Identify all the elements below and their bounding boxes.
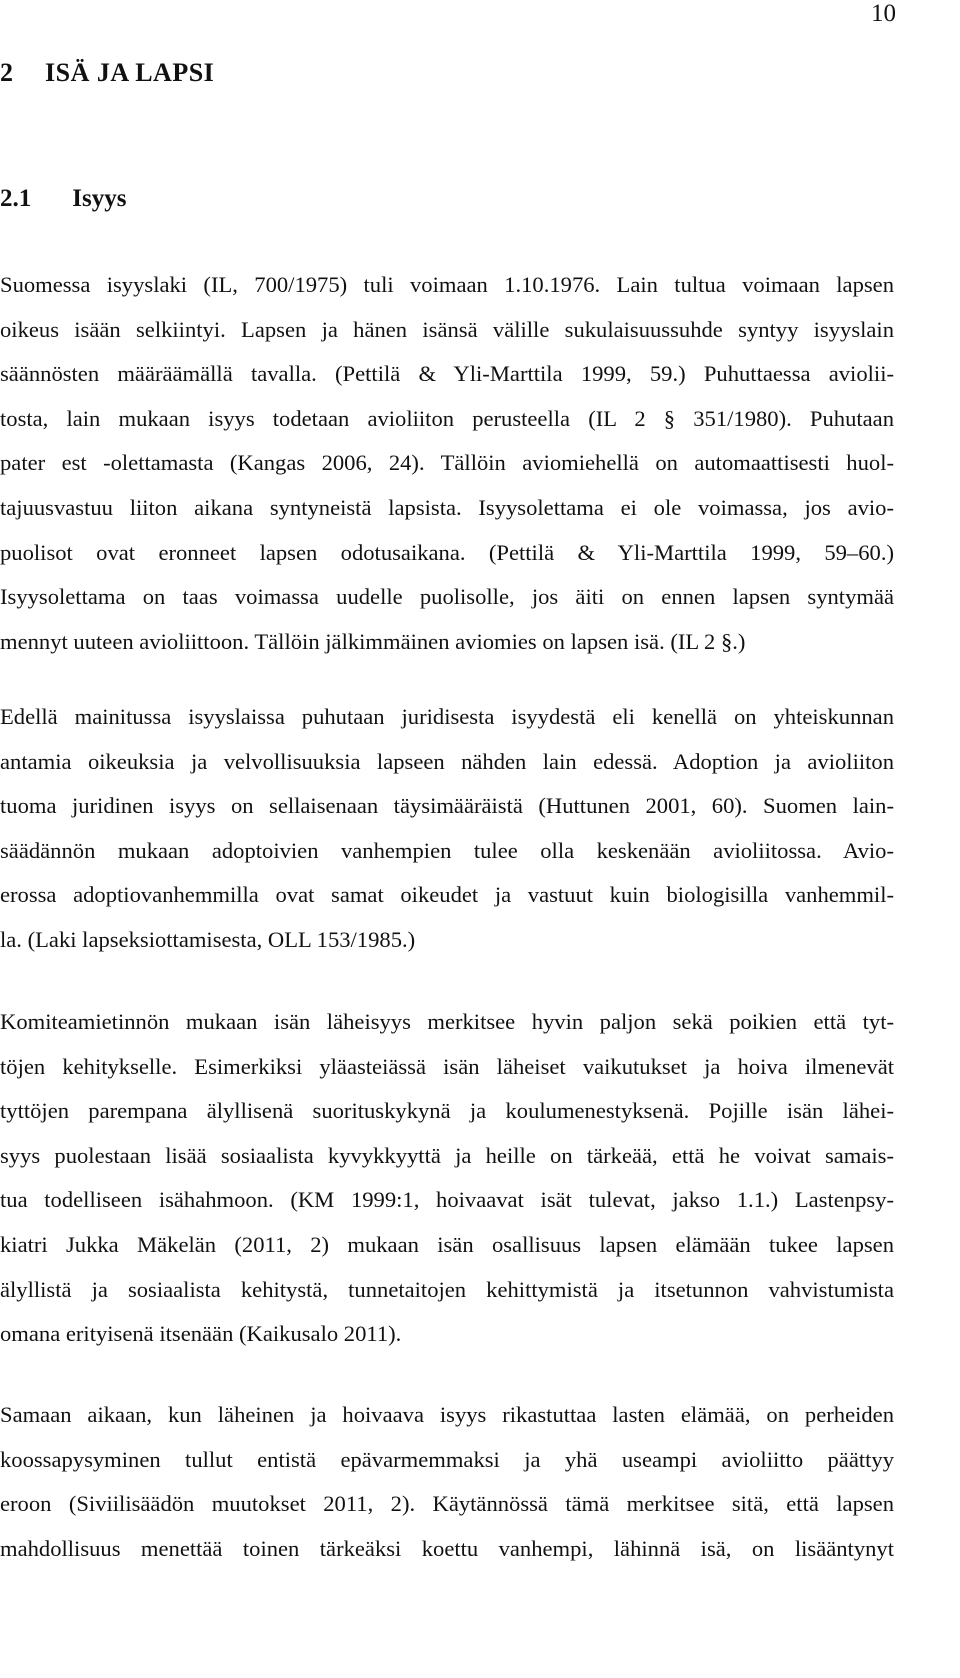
text-line: omana erityisenä itsenään (Kaikusalo 2011). xyxy=(0,1321,402,1347)
chapter-number: 2 xyxy=(0,58,14,87)
paragraph-4 xyxy=(0,1393,894,1571)
text-line: antamia oikeuksia ja velvollisuuksia lapseen nähden lain edessä. Adoption ja avioliiton xyxy=(0,748,894,774)
text-line: mennyt uuteen avioliittoon. Tällöin jälkimmäinen aviomies on lapsen isä. (IL 2 §.) xyxy=(0,628,746,654)
text-line: eroon (Siviilisäädön muutokset 2011, 2). Käytännössä tämä merkitsee sitä, että lapsen xyxy=(0,1491,894,1517)
text-line: puolisot ovat eronneet lapsen odotusaikana. (Pettilä & Yli-Marttila 1999, 59–60.) xyxy=(0,539,894,565)
text-line: oikeus isään selkiintyi. Lapsen ja hänen isänsä välille sukulaisuussuhde syntyy isyyslain xyxy=(0,316,894,342)
paragraph-1 xyxy=(0,263,894,664)
text-line: Samaan aikaan, kun läheinen ja hoivaava isyys rikastuttaa lasten elämää, on perheiden xyxy=(0,1402,894,1427)
section-title: Isyys xyxy=(72,185,127,212)
text-line: tajuusvastuu liiton aikana syntyneistä lapsista. Isyysolettama ei ole voimassa, jos avio- xyxy=(0,494,894,520)
text-line: säännösten määräämällä tavalla. (Pettilä & Yli-Marttila 1999, 59.) Puhuttaessa aviolii- xyxy=(0,361,894,387)
text-line: tua todelliseen isähahmoon. (KM 1999:1, hoivaavat isät tulevat, jakso 1.1.) Lastenpsy- xyxy=(0,1187,894,1213)
paragraph-2 xyxy=(0,695,894,963)
text-line: pater est -olettamasta (Kangas 2006, 24). Tällöin aviomiehellä on automaattisesti huol- xyxy=(0,450,894,476)
text-line: mahdollisuus menettää toinen tärkeäksi koettu vanhempi, lähinnä isä, on lisääntynyt xyxy=(0,1535,894,1561)
text-line: tuoma juridinen isyys on sellaisenaan täysimääräistä (Huttunen 2001, 60). Suomen lain- xyxy=(0,793,894,819)
chapter-heading xyxy=(0,55,214,91)
text-line: tyttöjen parempana älyllisenä suorituskykynä ja koulumenestyksenä. Pojille isän lähei- xyxy=(0,1098,894,1124)
section-number: 2.1 xyxy=(0,185,32,212)
text-line: syys puolestaan lisää sosiaalista kyvykkyyttä ja heille on tärkeää, että he voivat samais- xyxy=(0,1142,894,1168)
text-line: kiatri Jukka Mäkelän (2011, 2) mukaan isän osallisuus lapsen elämään tukee lapsen xyxy=(0,1231,894,1257)
chapter-title: ISÄ JA LAPSI xyxy=(45,58,215,87)
paragraph-3 xyxy=(0,1000,894,1357)
text-line: Isyysolettama on taas voimassa uudelle puolisolle, jos äiti on ennen lapsen syntymää xyxy=(0,584,894,610)
text-line: älyllistä ja sosiaalista kehitystä, tunnetaitojen kehittymistä ja itsetunnon vahvistumista xyxy=(0,1276,894,1302)
text-line: tosta, lain mukaan isyys todetaan avioliiton perusteella (IL 2 § 351/1980). Puhutaan xyxy=(0,405,894,431)
text-line: Edellä mainitussa isyyslaissa puhutaan juridisesta isyydestä eli kenellä on yhteiskunnan xyxy=(0,704,894,729)
text-line: koossapysyminen tullut entistä epävarmemmaksi ja yhä useampi avioliitto päättyy xyxy=(0,1446,894,1472)
text-line: la. (Laki lapseksiottamisesta, OLL 153/1985.) xyxy=(0,926,416,952)
text-line: töjen kehitykselle. Esimerkiksi yläasteiässä isän läheiset vaikutukset ja hoiva ilmenevät xyxy=(0,1053,894,1079)
section-heading xyxy=(0,182,126,216)
page-number: 10 xyxy=(871,0,896,27)
text-line: erossa adoptiovanhemmilla ovat samat oikeudet ja vastuut kuin biologisilla vanhemmil- xyxy=(0,882,894,908)
text-line: säädännön mukaan adoptoivien vanhempien tulee olla keskenään avioliitossa. Avio- xyxy=(0,837,894,863)
text-line: Suomessa isyyslaki (IL, 700/1975) tuli voimaan 1.10.1976. Lain tultua voimaan lapsen xyxy=(0,272,894,297)
text-line: Komiteamietinnön mukaan isän läheisyys merkitsee hyvin paljon sekä poikien että tyt- xyxy=(0,1009,894,1034)
